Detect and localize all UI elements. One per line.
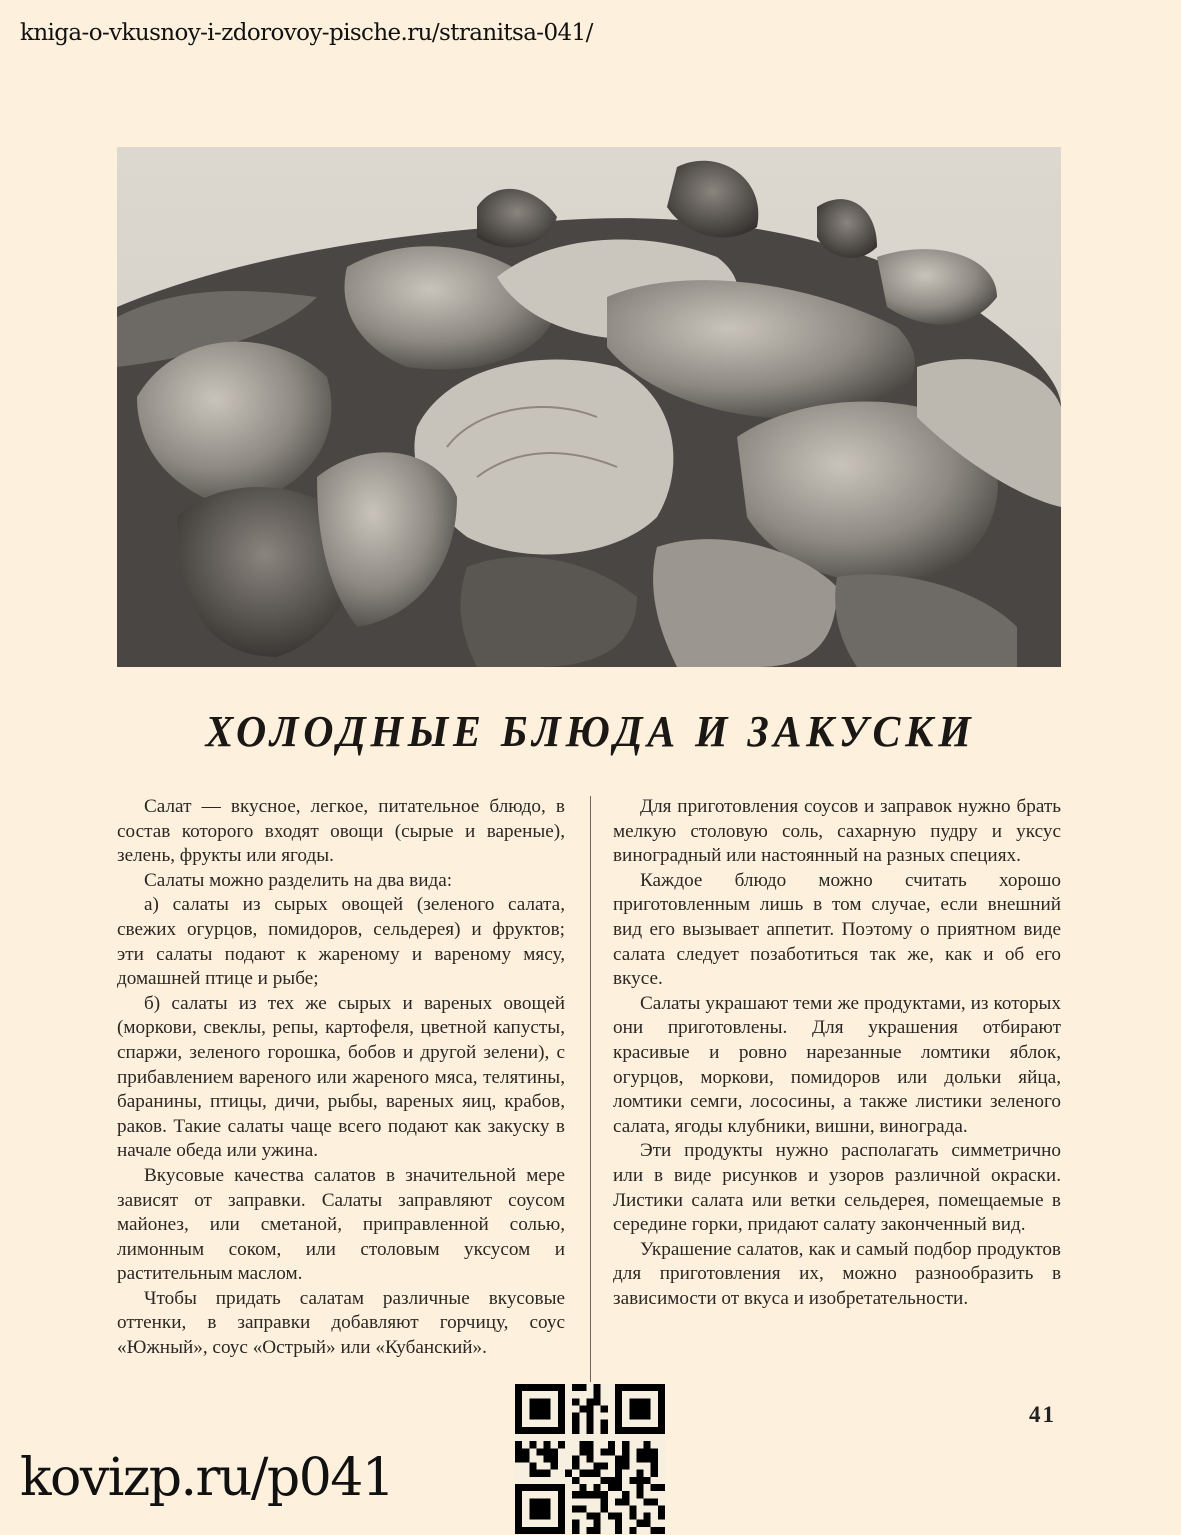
right-column [613, 795, 1061, 1311]
short-url-link[interactable]: kovizp.ru/p041 [20, 1448, 394, 1508]
paragraph: Эти продукты нужно располагать симметрично или в виде рисунков и узоров различной окраски. Листики салата или ветки сельдерея, помещаемые в середине горки, придают салату законченный вид. [613, 1140, 1061, 1236]
page-number: 41 [1029, 1402, 1056, 1427]
column-divider [590, 796, 591, 1382]
qr-code-icon[interactable] [515, 1384, 665, 1534]
left-column [117, 795, 565, 1361]
paragraph: Салаты можно разделить на два вида: [144, 869, 453, 891]
paragraph: Для приготовления соусов и заправок нужно брать мелкую столовую соль, сахарную пудру и уксус виноградный или настоянный на разных специях. [613, 796, 1061, 867]
paragraph: Каждое блюдо можно считать хорошо приготовленным лишь в том случае, если внешний вид его вызывает аппетит. Поэтому о приятном виде салата следует позаботиться так же, как и об его вкусе. [613, 869, 1061, 990]
chapter-title: ХОЛОДНЫЕ БЛЮДА И ЗАКУСКИ [205, 707, 976, 756]
paragraph: а) салаты из сырых овощей (зеленого салата, свежих огурцов, помидоров, сельдерея) и фруктов; эти салаты подают к жареному и вареному мясу, домашней птице и рыбе; [117, 894, 565, 990]
paragraph: Украшение салатов, как и самый подбор продуктов для приготовления их, можно разнообразить в зависимости от вкуса и изобретательности. [613, 1238, 1061, 1309]
lettuce-image-icon [117, 147, 1061, 667]
paragraph: Чтобы придать салатам различные вкусовые оттенки, в заправки добавляют горчицу, соус «Южный», соус «Острый» или «Кубанский». [117, 1287, 565, 1359]
paragraph: Салаты украшают теми же продуктами, из которых они приготовлены. Для украшения отбирают красивые и ровно нарезанные ломтики яблок, огурцов, моркови, помидоров или дольки яйца, ломтики семги, лососины, а также листики зеленого салата, ягоды клубники, вишни, винограда. [613, 992, 1061, 1137]
lettuce-photo [117, 147, 1061, 667]
paragraph: Вкусовые качества салатов в значительной мере зависят от заправки. Салаты заправляют соусом майонез, или сметаной, приправленной солью, лимонным соком, или столовым уксусом и растительным маслом. [117, 1164, 565, 1285]
paragraph: Салат — вкусное, легкое, питательное блюдо, в состав которого входят овощи (сырые и вареные), зелень, фрукты или ягоды. [117, 796, 565, 867]
paragraph: б) салаты из тех же сырых и вареных овощей (моркови, свеклы, репы, картофеля, цветной капусты, спаржи, зеленого горошка, бобов и другой зелени), с прибавлением вареного или жареного мяса, телятины, баранины, птицы, дичи, рыбы, вареных яиц, крабов, раков. Такие салаты чаще всего подают как закуску в начале обеда или ужина. [117, 992, 565, 1162]
site-url[interactable]: kniga-o-vkusnoy-i-zdorovoy-pische.ru/stranitsa-041/ [20, 20, 593, 46]
